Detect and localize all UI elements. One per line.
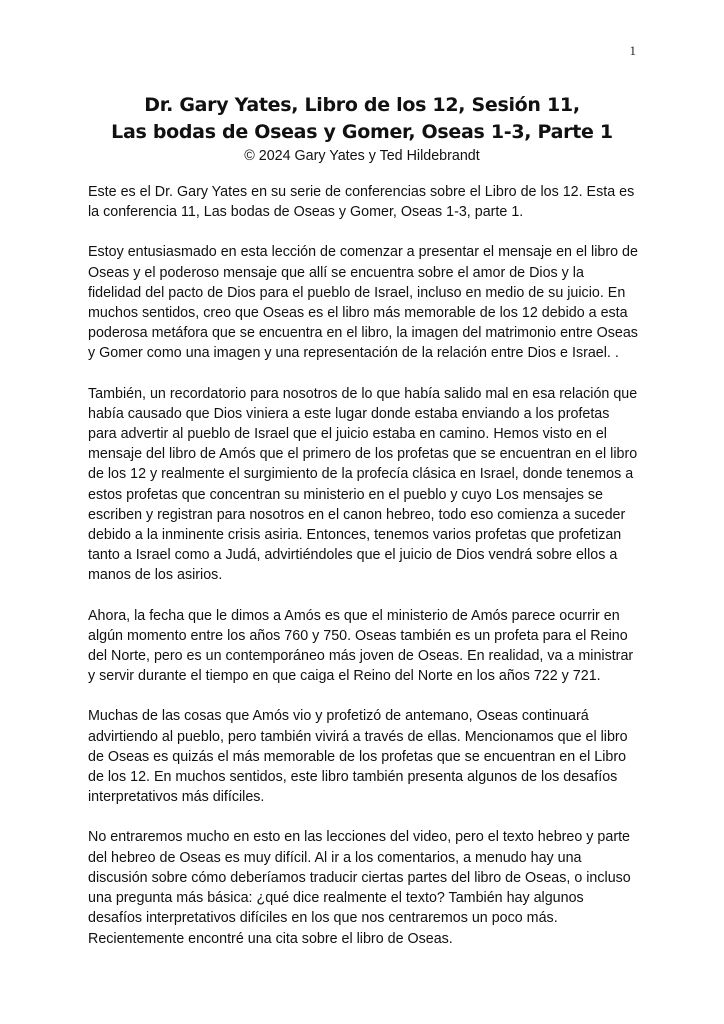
page-number: 1 [629,43,636,58]
paragraph: También, un recordatorio para nosotros de lo que había salido mal en esa relación que había causado que Dios viniera a este lugar donde estaba enviando a los profetas para advertir al pueblo de Israel que el juicio estaba en camino. Hemos visto en el mensaje del libro de Amós que el primero de los profetas que se encuentran en el libro de los 12 y realmente el surgimiento de la profecía clásica en Israel, donde tenemos a estos profetas que concentran su ministerio en el pueblo y cuyo Los mensajes se escriben y registran para nosotros en el canon hebreo, todo eso comienza a suceder debido a la inminente crisis asiria. Entonces, tenemos varios profetas que profetizan tanto a Israel como a Judá, advirtiéndoles que el juicio de Dios vendrá sobre ellos a manos de los asirios. [88,385,638,584]
title-line-1: Dr. Gary Yates, Libro de los 12, Sesión 11, [144,94,580,116]
paragraph: Este es el Dr. Gary Yates en su serie de conferencias sobre el Libro de los 12. Esta es la conferencia 11, Las bodas de Oseas y Gomer, Oseas 1-3, parte 1. [88,184,635,221]
paragraph: Ahora, la fecha que le dimos a Amós es que el ministerio de Amós parece ocurrir en algún momento entre los años 760 y 750. Oseas también es un profeta para el Reino del Norte, pero es un contemporáneo más joven de Oseas. En realidad, va a ministrar y servir durante el tiempo en que caiga el Reino del Norte en los años 722 y 721. [88,607,634,685]
paragraph: Muchas de las cosas que Amós vio y profetizó de antemano, Oseas continuará advirtiendo al pueblo, pero también vivirá a través de ellas. Mencionamos que el libro de Oseas es quizás el más memorable de los profetas que se encuentran en el Libro de los 12. En muchos sentidos, este libro también presenta algunos de los desafíos interpretativos más difíciles. [88,708,628,806]
document-body [88,182,638,969]
copyright-line: © 2024 Gary Yates y Ted Hildebrandt [244,148,480,164]
paragraph: No entraremos mucho en esto en las lecciones del video, pero el texto hebreo y parte del hebreo de Oseas es muy difícil. Al ir a los comentarios, a menudo hay una discusión sobre cómo deberíamos traducir ciertas partes del libro de Oseas, o incluso una pregunta más básica: ¿qué dice realmente el texto? También hay algunos desafíos interpretativos difíciles en los que nos centraremos un poco más. Recientemente encontré una cita sobre el libro de Oseas. [88,829,631,947]
document-header [88,92,636,166]
paragraph: Estoy entusiasmado en esta lección de comenzar a presentar el mensaje en el libro de Oseas y el poderoso mensaje que allí se encuentra sobre el amor de Dios y la fidelidad del pacto de Dios para el pueblo de Israel, incluso en medio de su juicio. En muchos sentidos, creo que Oseas es el libro más memorable de los 12 debido a esta poderosa metáfora que se encuentra en el libro, la imagen del matrimonio entre Oseas y Gomer como una imagen y una representación de la relación entre Dios e Israel. . [88,244,638,362]
title-line-2: Las bodas de Oseas y Gomer, Oseas 1-3, Parte 1 [111,121,613,143]
